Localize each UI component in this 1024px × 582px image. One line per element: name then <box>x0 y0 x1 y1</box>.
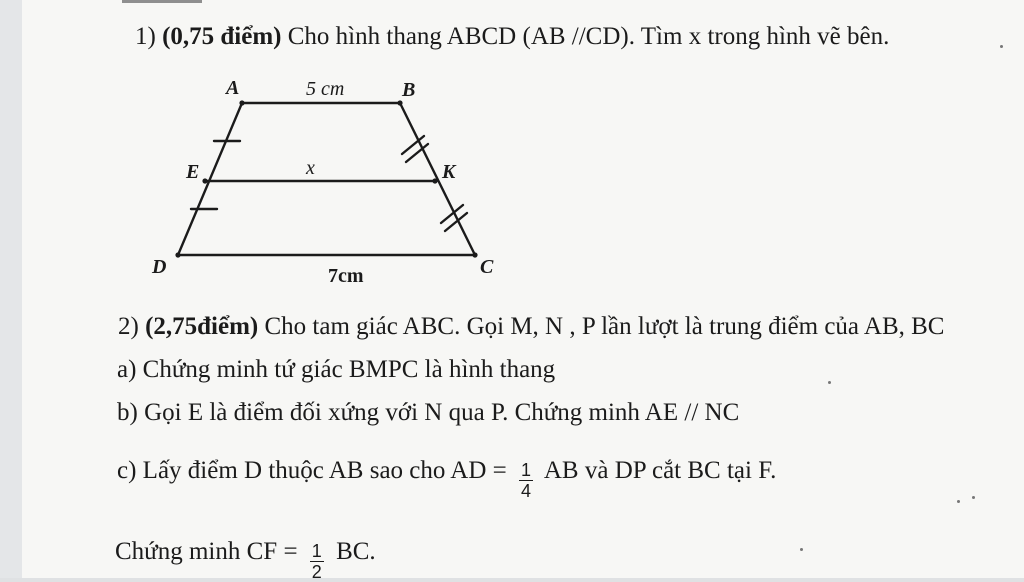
left-margin-strip <box>0 0 22 578</box>
question-2d <box>115 533 376 582</box>
fraction-one-half <box>310 541 324 582</box>
question-2d-before: Chứng minh CF = <box>115 538 298 566</box>
question-2d-after: BC. <box>336 538 376 566</box>
fraction-denominator: 2 <box>311 562 322 582</box>
fraction-numerator: 1 <box>520 460 531 480</box>
fraction-one-quarter <box>519 460 533 501</box>
point-D <box>175 252 180 257</box>
scan-speck <box>957 500 960 503</box>
question-2c <box>117 452 777 501</box>
scan-speck <box>828 381 831 384</box>
label-bottom-length: 7cm <box>328 265 364 287</box>
point-A <box>239 100 244 105</box>
question-2b: b) Gọi E là điểm đối xứng với N qua P. Chứng minh AE // NC <box>117 399 740 426</box>
point-E <box>202 178 207 183</box>
label-K: K <box>442 161 456 183</box>
top-rule <box>122 0 202 3</box>
question-2-number: 2) <box>118 313 139 340</box>
question-2c-before: c) Lấy điểm D thuộc AB sao cho AD = <box>117 457 507 485</box>
question-1-text: Cho hình thang ABCD (AB //CD). Tìm x trong hình vẽ bên. <box>287 23 890 50</box>
label-B: B <box>402 79 416 101</box>
question-2-points: (2,75điểm) <box>145 313 259 340</box>
question-1 <box>135 22 889 52</box>
label-D: D <box>152 256 167 278</box>
label-top-length: 5 cm <box>306 78 345 100</box>
question-2a: a) Chứng minh tứ giác BMPC là hình thang <box>117 356 556 383</box>
point-C <box>472 252 477 257</box>
question-1-points: (0,75 điểm) <box>162 23 282 50</box>
question-2c-after: AB và DP cắt BC tại F. <box>543 457 777 485</box>
point-B <box>397 100 402 105</box>
question-2 <box>118 312 944 342</box>
label-E: E <box>186 161 200 183</box>
label-C: C <box>480 256 494 278</box>
segment-BC <box>400 103 475 255</box>
scan-speck <box>800 548 803 551</box>
trapezoid-figure <box>130 68 510 298</box>
question-2-text: Cho tam giác ABC. Gọi M, N , P lần lượt là trung điểm của AB, BC <box>264 313 945 340</box>
scan-speck <box>1000 45 1003 48</box>
label-A: A <box>226 77 240 99</box>
point-K <box>432 178 437 183</box>
question-1-number: 1) <box>135 23 156 50</box>
scan-speck <box>972 496 975 499</box>
label-x: x <box>306 157 315 179</box>
fraction-denominator: 4 <box>520 481 531 501</box>
fraction-numerator: 1 <box>311 541 322 561</box>
